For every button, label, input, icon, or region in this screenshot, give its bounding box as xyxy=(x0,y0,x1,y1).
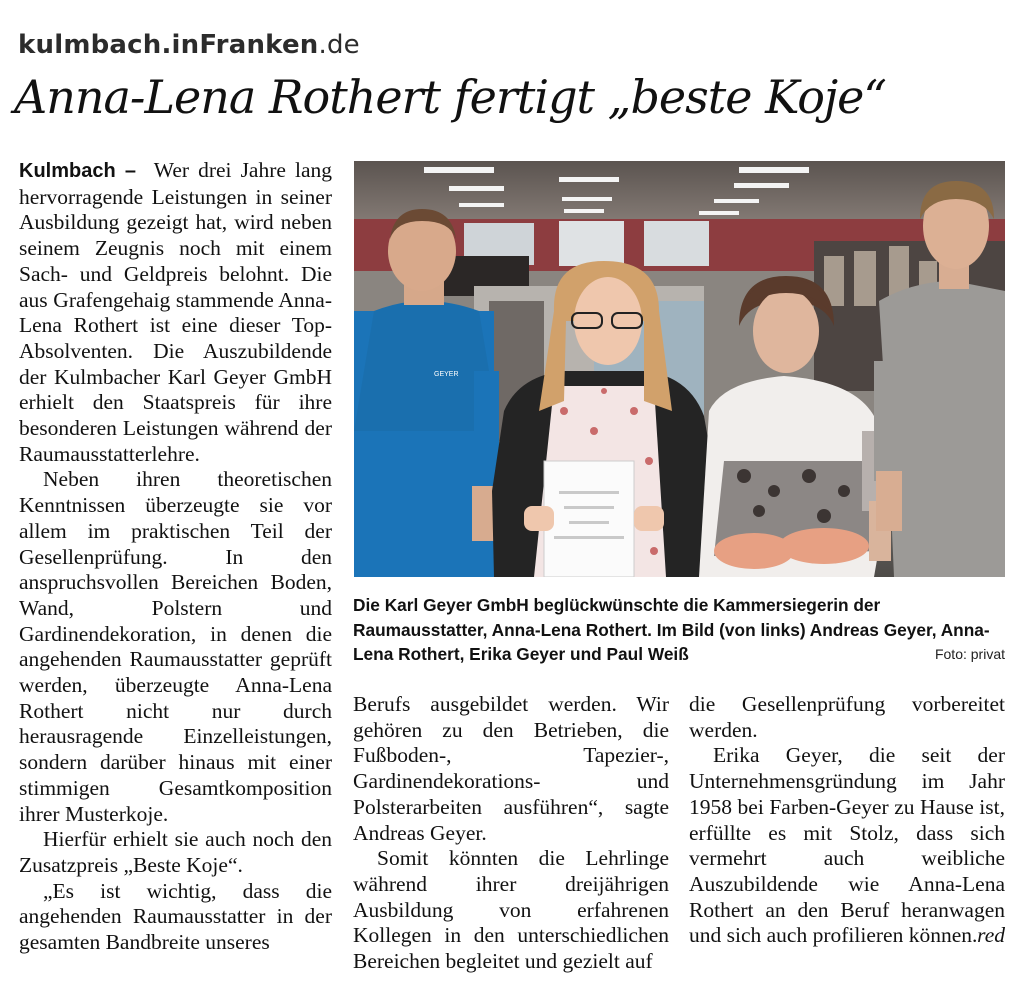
kicker: Kulmbach – xyxy=(19,160,137,182)
article-column-2 xyxy=(353,692,669,975)
certificate xyxy=(544,461,634,577)
paragraph-4: „Es ist wichtig, dass die angehenden Raumausstatter in der gesamten Bandbreite unseres xyxy=(19,878,332,955)
shirt-logo: GEYER xyxy=(434,371,459,378)
site-masthead xyxy=(18,30,360,60)
paragraph-7: die Gesellenprüfung vorbereitet werden. xyxy=(689,692,1005,742)
paragraph-5: Berufs ausgebildet werden. Wir gehören zu den Betrieben, die Fußboden-, Tapezier-, Gardinendekorations- und Polsterarbeiten ausführen“, sagte Andreas Geyer. xyxy=(353,692,669,845)
photo-credit: Foto: privat xyxy=(934,646,1005,662)
masthead-part1: kulmbach xyxy=(18,30,162,60)
author-signature: red xyxy=(977,923,1005,948)
paragraph-1 xyxy=(19,158,332,467)
article-photo xyxy=(354,161,1005,577)
paragraph-2: Neben ihren theoretischen Kenntnissen überzeugte sie vor allem im praktischen Teil der Gesellenprüfung. In den anspruchsvollen Bereichen Boden, Wand, Polstern und Gardinendekoration, in denen die angehenden Raumausstatter geprüft werden, überzeugte Anna-Lena Rothert nicht nur durch herausragende Einzelleistungen, sondern darüber hinaus mit einer stimmigen Gesamtkomposition ihrer Musterkoje. xyxy=(19,467,332,826)
paragraph-8: Erika Geyer, die seit der Unternehmensgründung im Jahr 1958 bei Farben-Geyer zu Hause ist, erfüllte es mit Stolz, dass sich vermehrt auch weibliche Auszubildende wie Anna-Lena Rothert an den Beruf heranwagen und sich auch profilieren können. xyxy=(689,743,1005,948)
paragraph-3: Hierfür erhielt sie auch noch den Zusatzpreis „Beste Koje“. xyxy=(19,827,332,877)
masthead-part2: .inFranken xyxy=(161,30,319,60)
article-headline: Anna-Lena Rothert fertigt „beste Koje“ xyxy=(14,70,886,124)
masthead-part3: .de xyxy=(318,30,360,60)
paragraph-6: Somit könnten die Lehrlinge während ihrer dreijährigen Ausbildung von erfahrenen Kollegen in den unterschiedlichen Bereichen begleitet und gezielt auf xyxy=(353,846,669,974)
photo-caption: Die Karl Geyer GmbH beglückwünschte die Kammersiegerin der Raumausstatter, Anna-Lena Rothert. Im Bild (von links) Andreas Geyer, Anna-Lena Rothert, Erika Geyer und Paul Weiß xyxy=(353,595,990,664)
paragraph-1-text: Wer drei Jahre lang hervorragende Leistungen in seiner Ausbildung gezeigt hat, wird neben seinem Zeugnis noch mit einem Sach- und Geldpreis belohnt. Die aus Grafengehaig stammende Anna-Lena Rothert ist eine dieser Top-Absolventen. Die Auszubildende der Kulmbacher Karl Geyer GmbH erhielt den Staatspreis für ihre besonderen Leistungen während der Raumausstatterlehre. xyxy=(19,158,332,466)
article-column-3 xyxy=(689,692,1005,949)
article-column-1 xyxy=(19,158,332,956)
photo-image xyxy=(354,161,1005,577)
